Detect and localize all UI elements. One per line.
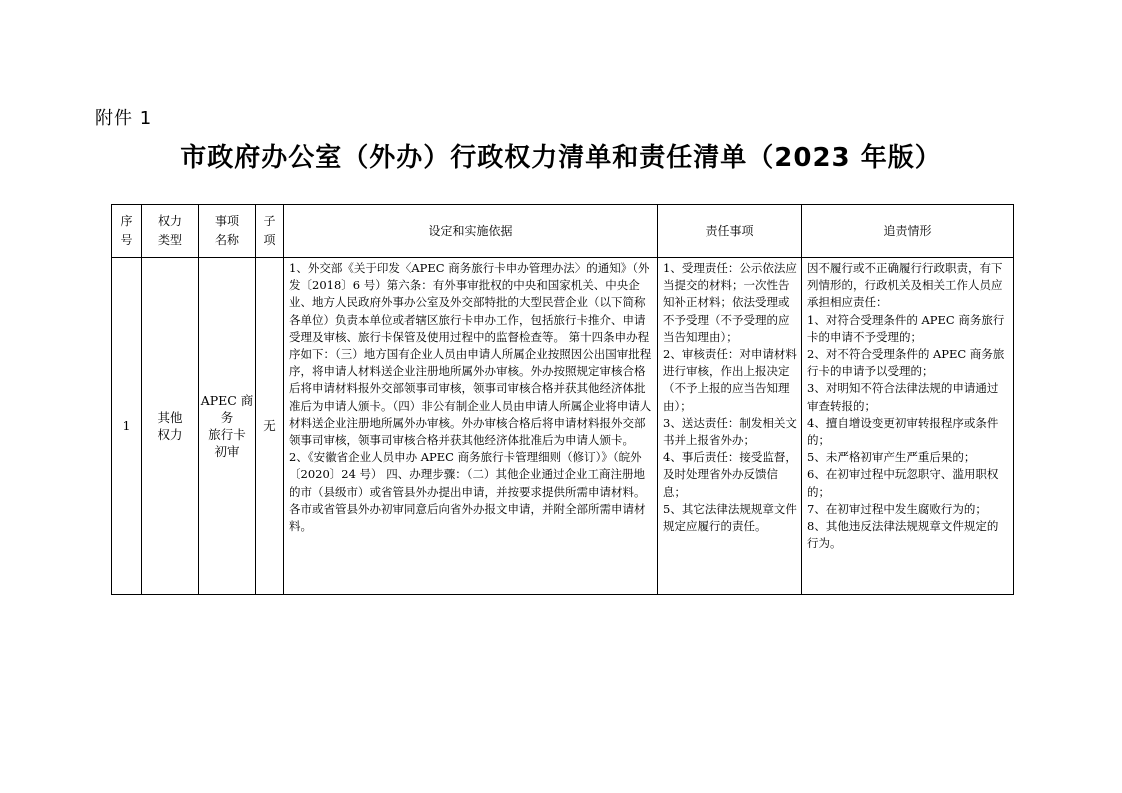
- cell-power-type: 其他 权力: [142, 258, 199, 595]
- cell-accountability: 因不履行或不正确履行行政职责，有下列情形的，行政机关及相关工作人员应承担相应责任： 1、对符合受理条件的 APEC 商务旅行卡的申请不予受理的； 2、对不符合受理条件的 APEC 商务旅行卡的申请予以受理的； 3、对明知不符合法律法规的申请通过审查转报的； 4、擅自增设变更初审转报程序或条件的； 5、未严格初审产生严重后果的； 6、在初审过程中玩忽职守、滥用职权的； 7、在初审过程中发生腐败行为的； 8、其他违反法律法规规章文件规定的行为。: [802, 258, 1014, 595]
- header-basis: 设定和实施依据: [284, 205, 658, 258]
- power-responsibility-table: [111, 204, 1014, 595]
- header-power-type: 权力 类型: [142, 205, 199, 258]
- table-header-row: [112, 205, 1014, 258]
- cell-sub-item: 无: [256, 258, 284, 595]
- header-seq: 序 号: [112, 205, 142, 258]
- table-row: [112, 258, 1014, 595]
- cell-basis: 1、外交部《关于印发〈APEC 商务旅行卡申办管理办法〉的通知》（外发〔2018〕6 号）第六条：有外事审批权的中央和国家机关、中央企业、地方人民政府外事办公室及外交部特批的大型民营企业（以下简称各单位）负责本单位或者辖区旅行卡申办工作，包括旅行卡推介、申请受理及审核、旅行卡保管及使用过程中的监督检查等。 第十四条申办程序如下：（三）地方国有企业人员由申请人所属企业按照因公出国审批程序，将申请人材料送企业注册地所属外办审核。外办按照规定审核合格后将申请材料报外交部领事司审核，领事司审核合格并获其他经济体批准后为申请人颁卡。（四）非公有制企业人员由申请人所属企业将申请人材料送企业注册地所属外办审核。外办审核合格后将申请材料报外交部领事司审核，领事司审核合格并获其他经济体批准后为申请人颁卡。 2、《安徽省企业人员申办 APEC 商务旅行卡管理细则（修订）》（皖外〔2020〕24 号） 四、办理步骤：（二）其他企业通过企业工商注册地的市（县级市）或省管县外办提出申请，并按要求提供所需申请材料。各市或省管县外办初审同意后向省外办报文申请，并附全部所需申请材料。: [284, 258, 658, 595]
- attachment-label: 附件 1: [95, 108, 153, 129]
- cell-duty: 1、受理责任：公示依法应当提交的材料；一次性告知补正材料；依法受理或不予受理（不予受理的应当告知理由）； 2、审核责任：对申请材料进行审核，作出上报决定（不予上报的应当告知理由）； 3、送达责任：制发相关文书并上报省外办； 4、事后责任：接受监督，及时处理省外办反馈信息； 5、其它法律法规规章文件规定应履行的责任。: [658, 258, 802, 595]
- header-sub-item: 子 项: [256, 205, 284, 258]
- cell-item-name: APEC 商 务 旅行卡 初审: [199, 258, 256, 595]
- document-title: 市政府办公室（外办）行政权力清单和责任清单（2023 年版）: [180, 143, 942, 173]
- header-duty: 责任事项: [658, 205, 802, 258]
- header-accountability: 追责情形: [802, 205, 1014, 258]
- cell-seq: 1: [112, 258, 142, 595]
- header-item-name: 事项 名称: [199, 205, 256, 258]
